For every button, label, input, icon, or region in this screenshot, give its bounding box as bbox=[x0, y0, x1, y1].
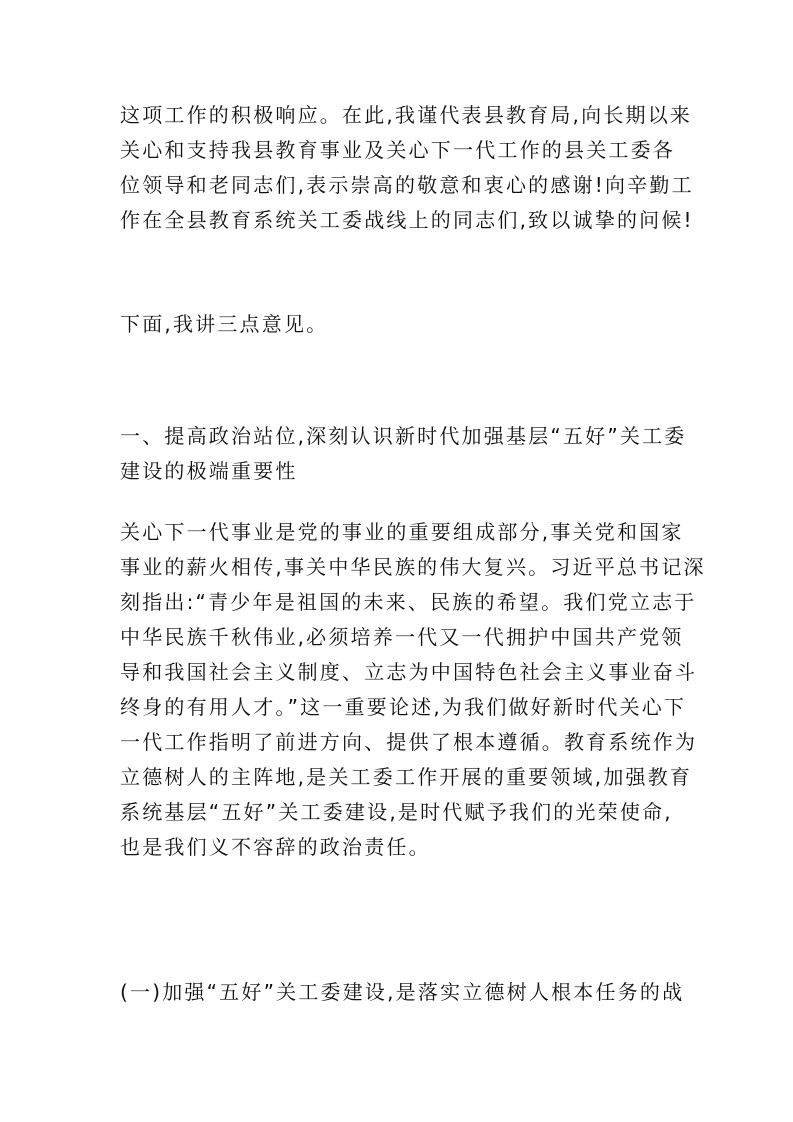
heading-line: 建设的极端重要性 bbox=[120, 459, 298, 483]
text-line: 关心下一代事业是党的事业的重要组成部分,事关党和国家 bbox=[120, 520, 684, 544]
text-line: 终身的有用人才。”这一重要论述,为我们做好新时代关心下 bbox=[120, 695, 687, 719]
text-line: 系统基层“五好”关工委建设,是时代赋予我们的光荣使命, bbox=[120, 800, 673, 824]
paragraph-intro bbox=[120, 307, 680, 342]
heading-line: 一、提高政治站位,深刻认识新时代加强基层“五好”关工委 bbox=[120, 424, 687, 448]
paragraph-opening-thanks bbox=[120, 98, 694, 238]
subsection-heading-1 bbox=[120, 975, 685, 1010]
paragraph-body bbox=[120, 515, 706, 865]
text-line: 位领导和老同志们,表示崇高的敬意和衷心的感谢!向辛勤工 bbox=[120, 173, 694, 197]
heading-line: (一)加强“五好”关工委建设,是落实立德树人根本任务的战 bbox=[120, 980, 685, 1004]
text-line: 一代工作指明了前进方向、提供了根本遵循。教育系统作为 bbox=[120, 730, 698, 754]
text-line: 立德树人的主阵地,是关工委工作开展的重要领域,加强教育 bbox=[120, 765, 693, 789]
text-line: 这项工作的积极响应。在此,我谨代表县教育局,向长期以来 bbox=[120, 103, 693, 127]
text-line: 中华民族千秋伟业,必须培养一代又一代拥护中国共产党领 bbox=[120, 625, 684, 649]
text-line: 作在全县教育系统关工委战线上的同志们,致以诚挚的问候! bbox=[120, 208, 694, 232]
text-line: 下面,我讲三点意见。 bbox=[120, 312, 329, 336]
text-line: 也是我们义不容辞的政治责任。 bbox=[120, 835, 431, 859]
text-line: 导和我国社会主义制度、立志为中国特色社会主义事业奋斗 bbox=[120, 660, 698, 684]
text-line: 刻指出:“青少年是祖国的未来、民族的希望。我们党立志于 bbox=[120, 590, 697, 614]
text-line: 关心和支持我县教育事业及关心下一代工作的县关工委各 bbox=[120, 138, 675, 162]
section-heading-1 bbox=[120, 419, 687, 489]
text-line: 事业的薪火相传,事关中华民族的伟大复兴。习近平总书记深 bbox=[120, 555, 706, 579]
